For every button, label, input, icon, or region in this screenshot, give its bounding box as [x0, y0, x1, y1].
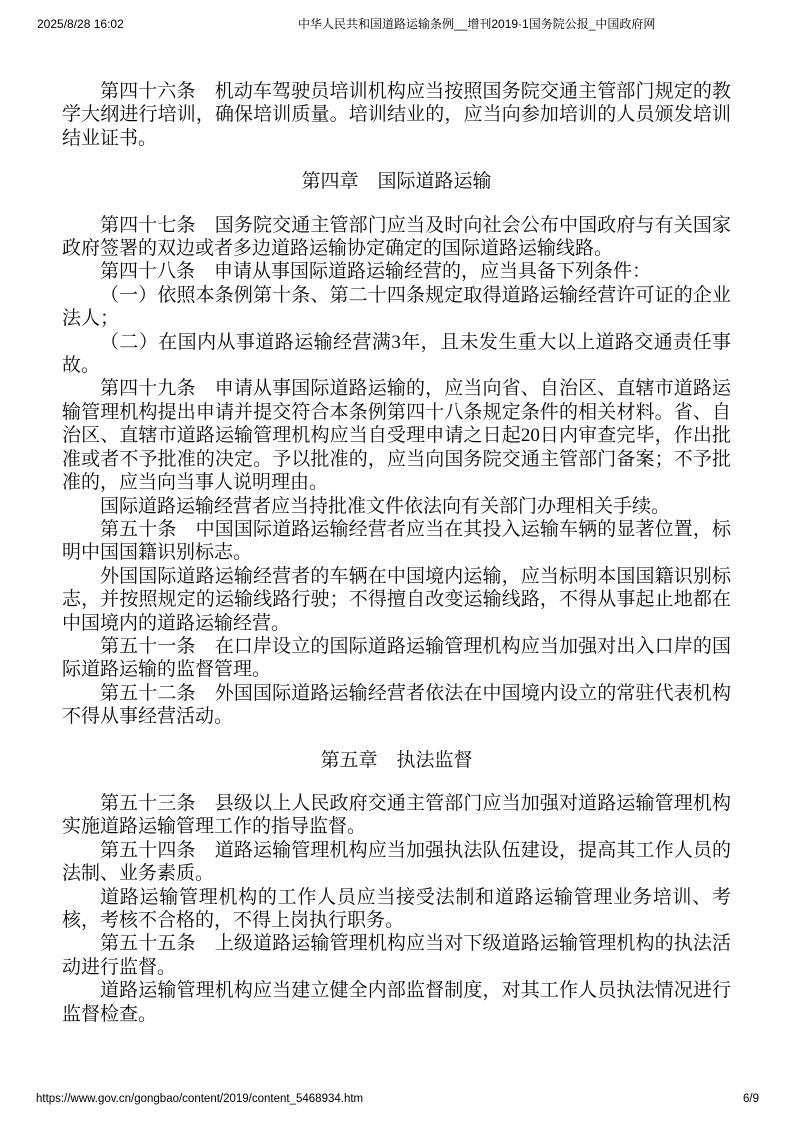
body-paragraph: 第四十六条 机动车驾驶员培训机构应当按照国务院交通主管部门规定的教学大纲进行培训，确保培训质量。培训结业的，应当向参加培训的人员颁发培训结业证书。 — [62, 81, 731, 149]
body-paragraph: 第五十一条 在口岸设立的国际道路运输管理机构应当加强对出入口岸的国际道路运输的监督管理。 — [62, 635, 731, 681]
body-paragraph: 外国国际道路运输经营者的车辆在中国境内运输，应当标明本国国籍识别标志，并按照规定的运输线路行驶；不得擅自改变运输线路，不得从事起止地都在中国境内的道路运输经营。 — [62, 565, 731, 634]
document-body — [62, 80, 731, 1026]
chapter-heading: 第四章 国际道路运输 — [301, 171, 492, 193]
body-paragraph: 第五十五条 上级道路运输管理机构应当对下级道路运输管理机构的执法活动进行监督。 — [62, 933, 731, 978]
footer-source-url: https://www.gov.cn/gongbao/content/2019/content_5468934.htm — [36, 1093, 364, 1105]
footer-page-number: 6/9 — [743, 1093, 759, 1105]
body-paragraph: 道路运输管理机构应当建立健全内部监督制度，对其工作人员执法情况进行监督检查。 — [62, 980, 731, 1025]
body-paragraph: 第四十九条 申请从事国际道路运输的，应当向省、自治区、直辖市道路运输管理机构提出申请并提交符合本条例第四十八条规定条件的相关材料。省、自治区、直辖市道路运输管理机构应当自受理申请之日起20日内审查完毕，作出批准或者不予批准的决定。予以批准的，应当向国务院交通主管部门备案；不予批准的，应当向当事人说明理由。 — [62, 378, 731, 494]
body-paragraph: 第四十八条 申请从事国际道路运输经营的，应当具备下列条件： — [100, 261, 652, 283]
body-paragraph: 第四十七条 国务院交通主管部门应当及时向社会公布中国政府与有关国家政府签署的双边或者多边道路运输协定确定的国际道路运输线路。 — [62, 214, 731, 260]
body-paragraph: 道路运输管理机构的工作人员应当接受法制和道路运输管理业务培训、考核，考核不合格的，不得上岗执行职务。 — [62, 886, 731, 931]
body-paragraph: 第五十三条 县级以上人民政府交通主管部门应当加强对道路运输管理机构实施道路运输管理工作的指导监督。 — [62, 792, 731, 838]
header-timestamp: 2025/8/28 16:02 — [37, 17, 124, 31]
body-paragraph: 第五十条 中国国际道路运输经营者应当在其投入运输车辆的显著位置，标明中国国籍识别标志。 — [62, 518, 731, 564]
chapter-heading: 第五章 执法监督 — [320, 749, 473, 771]
body-paragraph: （二）在国内从事道路运输经营满3年，且未发生重大以上道路交通责任事故。 — [62, 331, 731, 377]
body-paragraph: 第五十二条 外国国际道路运输经营者依法在中国境内设立的常驻代表机构不得从事经营活动。 — [62, 682, 731, 728]
body-paragraph: （一）依照本条例第十条、第二十四条规定取得道路运输经营许可证的企业法人； — [62, 284, 731, 330]
body-paragraph: 第五十四条 道路运输管理机构应当加强执法队伍建设，提高其工作人员的法制、业务素质。 — [62, 839, 731, 885]
header-document-title: 中华人民共和国道路运输条例__增刊2019·1国务院公报_中国政府网 — [298, 17, 656, 31]
body-paragraph: 国际道路运输经营者应当持批准文件依法向有关部门办理相关手续。 — [100, 495, 671, 517]
